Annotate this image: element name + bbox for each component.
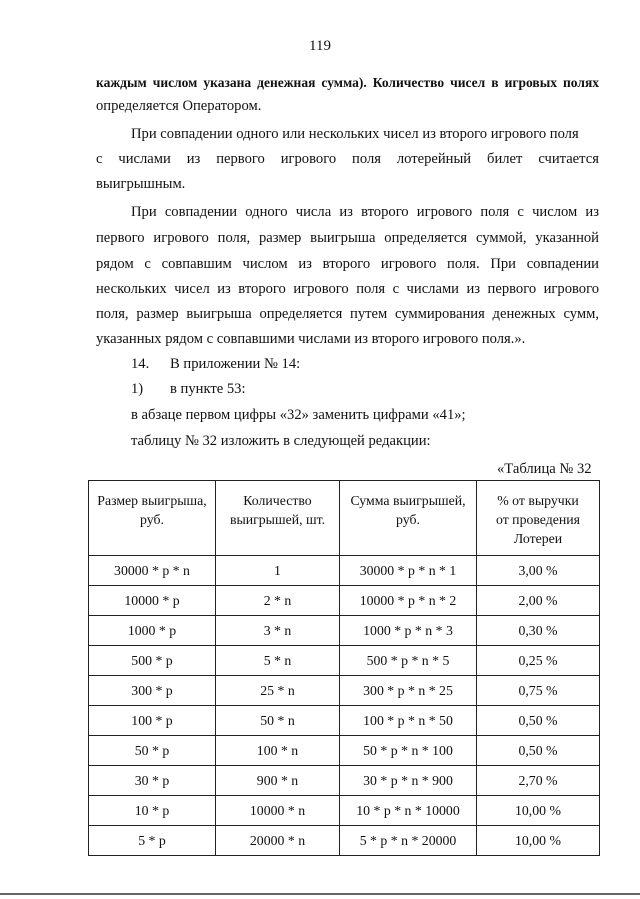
cell-prize-count: 25 * n: [216, 676, 340, 706]
text-line-9: нескольких чисел из второго игрового поля с числами из первого игрового: [96, 281, 599, 297]
paragraph-indent-line-3: При совпадении одного или нескольких чисел из второго игрового поля: [131, 126, 579, 142]
cell-prize-sum: 10000 * p * n * 2: [340, 586, 477, 616]
header-line: руб.: [140, 512, 164, 527]
table-row: [89, 826, 600, 856]
cell-prize-size: 30 * p: [89, 766, 216, 796]
text-line-6: При совпадении одного числа из второго игрового поля с числом из: [131, 204, 599, 220]
header-line: Количество: [243, 493, 312, 508]
cell-prize-sum: 30 * p * n * 900: [340, 766, 477, 796]
text-line-12: в абзаце первом цифры «32» заменить цифрами «41»;: [131, 407, 466, 423]
text-line-7: первого игрового поля, размер выигрыша определяется суммой, указанной: [96, 230, 599, 246]
cell-revenue-percent: 10,00 %: [477, 796, 600, 826]
cell-revenue-percent: 0,50 %: [477, 706, 600, 736]
scan-bottom-edge: [0, 893, 640, 895]
cell-prize-count: 1: [216, 556, 340, 586]
item-14-text: В приложении № 14:: [170, 356, 301, 372]
table-row: [89, 796, 600, 826]
text-line-2: определяется Оператором.: [96, 98, 262, 114]
table-row: [89, 646, 600, 676]
header-line: Сумма выигрышей,: [350, 493, 466, 508]
prize-table: [88, 480, 600, 856]
cell-prize-count: 5 * n: [216, 646, 340, 676]
table-caption: «Таблица № 32: [497, 461, 592, 477]
cell-revenue-percent: 0,50 %: [477, 736, 600, 766]
header-line: % от выручки: [497, 493, 579, 508]
table-row: [89, 736, 600, 766]
cell-prize-sum: 100 * p * n * 50: [340, 706, 477, 736]
item-1-number: 1): [131, 381, 144, 397]
header-line: выигрышей, шт.: [229, 512, 326, 527]
cell-prize-count: 2 * n: [216, 586, 340, 616]
word: первого: [216, 151, 265, 167]
header-line: Лотереи: [513, 531, 563, 546]
header-prize-size: [89, 481, 216, 556]
cell-prize-size: 10 * p: [89, 796, 216, 826]
cell-prize-sum: 10 * p * n * 10000: [340, 796, 477, 826]
cell-prize-size: 50 * p: [89, 736, 216, 766]
cell-revenue-percent: 3,00 %: [477, 556, 600, 586]
word: поля: [352, 151, 381, 167]
header-revenue-percent: [477, 481, 600, 556]
table-row: [89, 586, 600, 616]
word: билет: [487, 151, 523, 167]
cell-prize-size: 5 * p: [89, 826, 216, 856]
word: лотерейный: [396, 151, 472, 167]
cell-prize-count: 10000 * n: [216, 796, 340, 826]
cell-prize-size: 100 * p: [89, 706, 216, 736]
item-1-text: в пункте 53:: [170, 381, 246, 397]
cell-revenue-percent: 0,75 %: [477, 676, 600, 706]
cell-prize-count: 20000 * n: [216, 826, 340, 856]
cell-prize-sum: 50 * p * n * 100: [340, 736, 477, 766]
word: считается: [538, 151, 599, 167]
cell-prize-sum: 300 * p * n * 25: [340, 676, 477, 706]
text-line-10: поля, размер выигрыша определяется путем суммирования денежных сумм,: [96, 306, 599, 322]
cell-prize-count: 100 * n: [216, 736, 340, 766]
text-line-13: таблицу № 32 изложить в следующей редакции:: [131, 433, 431, 449]
header-line: руб.: [396, 512, 420, 527]
cell-revenue-percent: 0,30 %: [477, 616, 600, 646]
word: из: [186, 151, 201, 167]
cell-prize-sum: 1000 * p * n * 3: [340, 616, 477, 646]
table-row: [89, 706, 600, 736]
text-line-5: выигрышным.: [96, 176, 186, 192]
word: с: [96, 151, 103, 167]
cell-prize-sum: 5 * p * n * 20000: [340, 826, 477, 856]
text-line-8: рядом с совпавшим числом из второго игрового поля. При совпадении: [96, 256, 599, 272]
header-prize-sum: [340, 481, 477, 556]
item-14-number: 14.: [131, 356, 150, 372]
text-line-4: [96, 151, 599, 168]
cell-prize-size: 30000 * p * n: [89, 556, 216, 586]
header-line: от проведения: [495, 512, 580, 527]
cell-prize-sum: 30000 * p * n * 1: [340, 556, 477, 586]
page-number: 119: [309, 38, 331, 54]
cell-prize-size: 300 * p: [89, 676, 216, 706]
cell-prize-count: 900 * n: [216, 766, 340, 796]
header-prize-count: [216, 481, 340, 556]
cell-prize-count: 50 * n: [216, 706, 340, 736]
cell-revenue-percent: 2,70 %: [477, 766, 600, 796]
word: числами: [118, 151, 171, 167]
cell-revenue-percent: 2,00 %: [477, 586, 600, 616]
cell-prize-count: 3 * n: [216, 616, 340, 646]
text-line-11: указанных рядом с совпавшими числами из второго игрового поля.».: [96, 331, 526, 347]
cell-prize-sum: 500 * p * n * 5: [340, 646, 477, 676]
table-header-row: [89, 481, 600, 556]
header-line: Размер выигрыша,: [97, 493, 207, 508]
text-line-1: каждым числом указана денежная сумма). Количество чисел в игровых полях: [96, 75, 599, 90]
table-row: [89, 616, 600, 646]
word: игрового: [280, 151, 337, 167]
cell-prize-size: 10000 * p: [89, 586, 216, 616]
table-row: [89, 556, 600, 586]
cell-prize-size: 1000 * p: [89, 616, 216, 646]
table-row: [89, 766, 600, 796]
cell-revenue-percent: 10,00 %: [477, 826, 600, 856]
cell-revenue-percent: 0,25 %: [477, 646, 600, 676]
table-row: [89, 676, 600, 706]
cell-prize-size: 500 * p: [89, 646, 216, 676]
